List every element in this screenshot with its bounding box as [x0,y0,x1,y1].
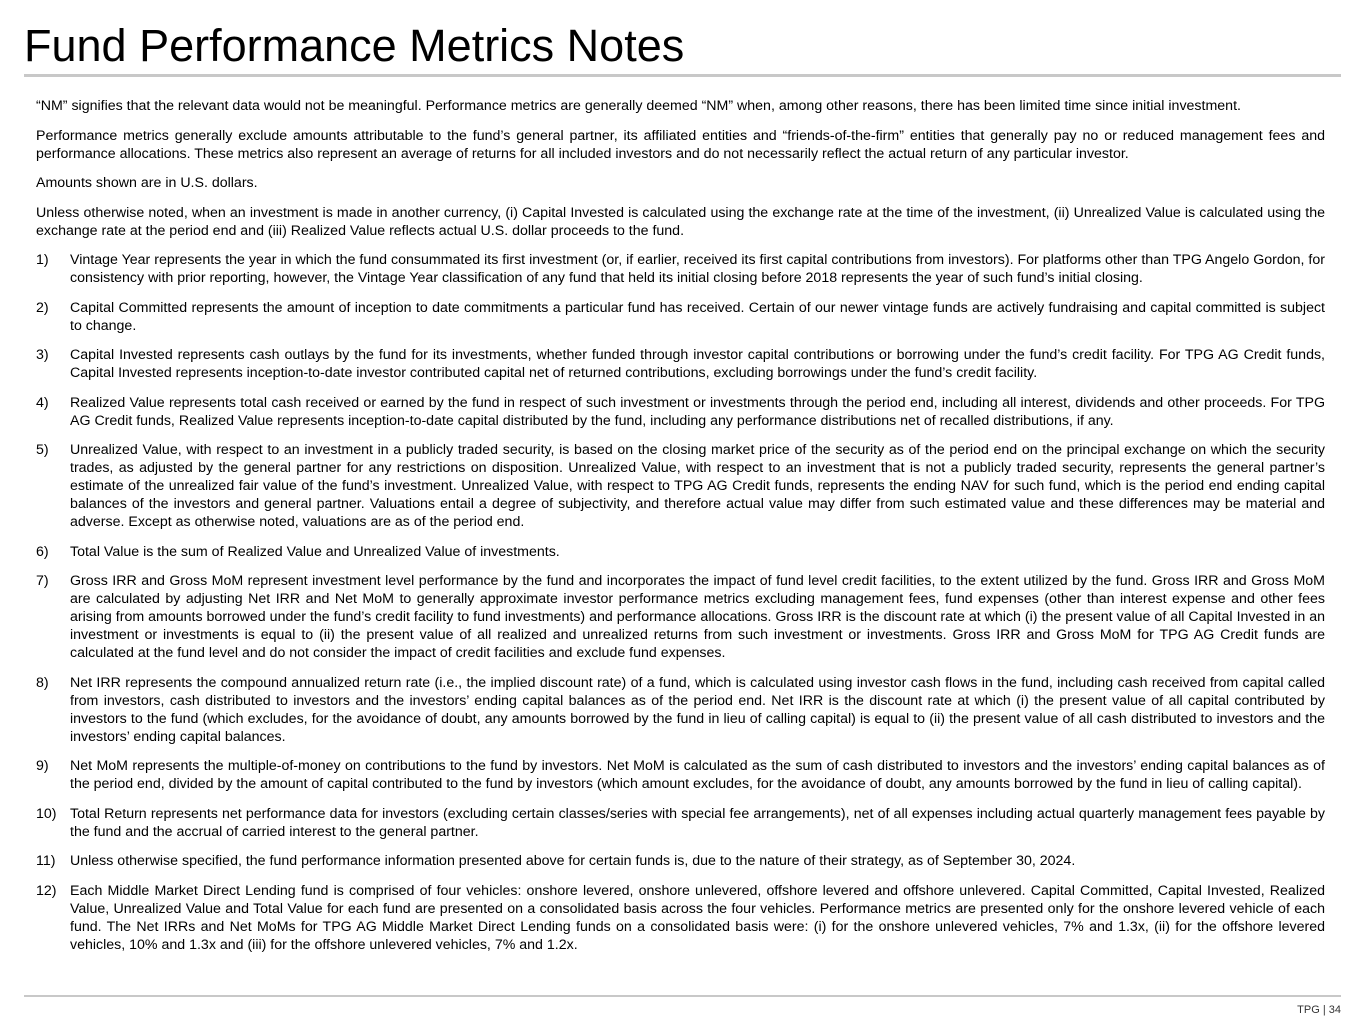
page-footer: TPG | 34 [1297,1004,1341,1016]
list-item [36,441,1325,531]
note-text: Each Middle Market Direct Lending fund is comprised of four vehicles: onshore levered, onshore unlevered, offshore levered and offshore unlevered. Capital Committed, Capital Invested, Realized Value, Unrealized Value and Total Value for each fund are presented on a consolidated basis across the four vehicles. Performance metrics are presented only for the onshore levered vehicle of each fund. The Net IRRs and Net MoMs for TPG AG Middle Market Direct Lending funds on a consolidated basis were: (i) for the onshore unlevered vehicles, 7% and 1.3x, (ii) for the offshore levered vehicles, 10% and 1.3x and (iii) for the offshore unlevered vehicles, 7% and 1.2x. [70,882,1325,953]
note-number: 12) [36,882,57,899]
note-number: 9) [36,758,49,774]
list-item [36,346,1325,382]
note-text: Unless otherwise specified, the fund performance information presented above for certain funds is, due to the nature of their strategy, as of September 30, 2024. [70,853,1076,869]
note-text: Vintage Year represents the year in which the fund consummated its first investment (or, if earlier, received its first capital contributions from investors). For platforms other than TPG Angelo Gordon, for consistency with prior reporting, however, the Vintage Year classification of any fund that held its initial closing before 2018 represents the year of such fund’s initial closing. [70,252,1325,286]
intro-paragraph-currency: Amounts shown are in U.S. dollars. [36,175,258,191]
note-number: 4) [36,394,49,411]
intro-paragraph-nm: “NM” signifies that the relevant data would not be meaningful. Performance metrics are generally deemed “NM” when, among other reasons, there has been limited time since initial investment. [36,98,1241,114]
note-number: 7) [36,573,49,589]
page-title: Fund Performance Metrics Notes [24,20,685,71]
note-number: 11) [36,853,56,869]
note-number: 2) [36,299,49,316]
list-item [36,757,1325,793]
note-text: Net MoM represents the multiple-of-money on contributions to the fund by investors. Net MoM is calculated as the sum of cash distributed to investors and the investors’ ending capital balances as of the period end, divided by the amount of capital contributed to the fund by investors (which amount excludes, for the avoidance of doubt, any amounts borrowed by the fund in lieu of calling capital). [70,758,1325,792]
numbered-notes-list [36,251,1325,954]
title-divider [24,74,1341,77]
list-item [36,572,1325,662]
list-item [36,299,1325,335]
intro-paragraph-exclusions: Performance metrics generally exclude amounts attributable to the fund’s general partner, its affiliated entities and “friends-of-the-firm” entities that generally pay no or reduced management fees and performance allocations. These metrics also represent an average of returns for all included investors and do not necessarily reflect the actual return of any particular investor. [36,127,1325,162]
note-number: 8) [36,674,49,691]
notes-body [36,97,1325,965]
list-item [36,852,1325,870]
note-text: Gross IRR and Gross MoM represent investment level performance by the fund and incorporates the impact of fund level credit facilities, to the extent utilized by the fund. Gross IRR and Gross MoM are calculated by adjusting Net IRR and Net MoM to generally approximate investor performance metrics excluding management fees, fund expenses (other than interest expense and other fees arising from amounts borrowed under the fund’s credit facility to fund investments) and performance allocations. Gross IRR is the discount rate at which (i) the present value of all Capital Invested in an investment or investments is equal to (ii) the present value of all realized and unrealized returns from such investment or investments. Gross IRR and Gross MoM for TPG AG Credit funds are calculated at the fund level and do not consider the impact of credit facilities and exclude fund expenses. [70,573,1325,661]
note-number: 10) [36,805,57,822]
note-text: Net IRR represents the compound annualized return rate (i.e., the implied discount rate) of a fund, which is calculated using investor cash flows in the fund, including cash received from capital called from investors, cash distributed to investors and the investors’ ending capital balances as of the period end. Net IRR is the discount rate at which (i) the present value of all capital contributed by investors to the fund (which excludes, for the avoidance of doubt, any amounts borrowed by the fund in lieu of calling capital) is equal to (ii) the present value of all cash distributed to investors and the investors’ ending capital balances. [70,674,1325,745]
note-text: Capital Committed represents the amount of inception to date commitments a particular fund has received. Certain of our newer vintage funds are actively fundraising and capital committed is subject to change. [70,299,1325,334]
note-text: Unrealized Value, with respect to an investment in a publicly traded security, is based on the closing market price of the security as of the period end on the principal exchange on which the security trades, as adjusted by the general partner for any restrictions on disposition. Unrealized Value, with respect to an investment that is not a publicly traded security, represents the general partner’s estimate of the unrealized fair value of the fund’s investment. Unrealized Value, with respect to TPG AG Credit funds, represents the ending NAV for such fund, which is the period end ending capital balances of the investors and general partner. Valuations entail a degree of subjectivity, and therefore actual value may differ from such estimated value and these differences may be material and adverse. Except as otherwise noted, valuations are as of the period end. [70,442,1325,530]
list-item [36,543,1325,561]
list-item [36,394,1325,430]
note-text: Total Value is the sum of Realized Value and Unrealized Value of investments. [70,543,560,560]
note-number: 1) [36,252,49,268]
note-text: Realized Value represents total cash received or earned by the fund in respect of such investment or investments through the period end, including all interest, dividends and other proceeds. For TPG AG Credit funds, Realized Value represents inception-to-date capital distributed by the fund, including any performance distributions net of recalled distributions, if any. [70,394,1325,429]
note-number: 6) [36,543,49,560]
note-number: 5) [36,442,49,458]
note-text: Capital Invested represents cash outlays by the fund for its investments, whether funded through investor capital contributions or borrowing under the fund’s credit facility. For TPG AG Credit funds, Capital Invested represents inception-to-date investor contributed capital net of returned contributions, excluding borrowings under the fund’s credit facility. [70,347,1325,381]
note-text: Total Return represents net performance data for investors (excluding certain classes/series with special fee arrangements), net of all expenses including actual quarterly management fees payable by the fund and the accrual of carried interest to the general partner. [70,805,1325,840]
intro-paragraph-exchange-rate: Unless otherwise noted, when an investment is made in another currency, (i) Capital Invested is calculated using the exchange rate at the time of the investment, (ii) Unrealized Value is calculated using the exchange rate at the period end and (iii) Realized Value reflects actual U.S. dollar proceeds to the fund. [36,204,1325,239]
footer-divider [24,995,1341,997]
list-item [36,674,1325,746]
list-item [36,882,1325,954]
list-item [36,805,1325,841]
list-item [36,251,1325,287]
note-number: 3) [36,347,49,363]
